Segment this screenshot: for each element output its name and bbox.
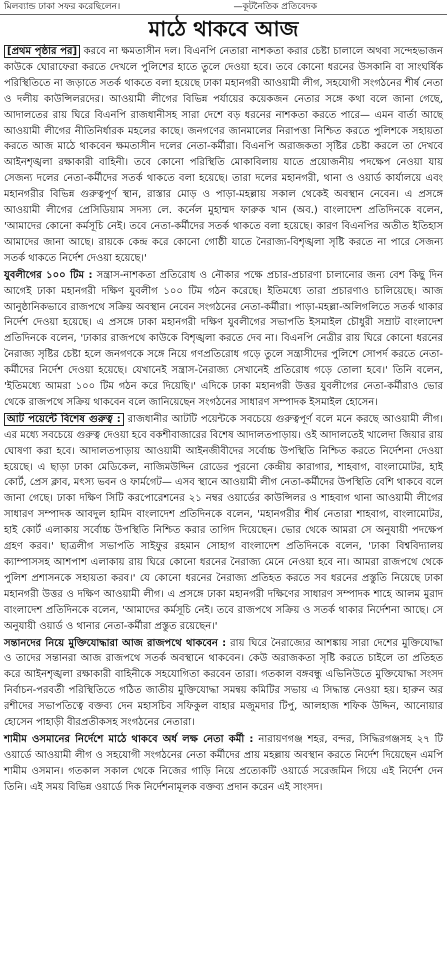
article-paragraph (4, 412, 443, 635)
continuation-marker: [প্রথম পৃষ্ঠার পর] (4, 45, 80, 58)
subheading: শামীম ওসমানের নির্দেশে মাঠে থাকবে অর্ধ লক্ষ নেতা কর্মী : (4, 733, 254, 745)
article-paragraph (4, 44, 443, 267)
paragraph-text: করবে না ক্ষমতাসীন দল। বিএনপি নেতারা নাশকতা করার চেষ্টা চালালে অথবা সন্দেহভাজন কাউকে ঘোরাফেরা করতে দেখলে পুলিশের হাতে তুলে দেওয়া হবে। তবে কোনো ধরনের উসকানি বা সাংঘর্ষিক পরিস্থিতিতে না জড়াতে সতর্ক থাকতে বলা হয়েছে ঢাকা মহানগরী আওয়ামী লীগ, সহযোগী সংগঠনের শীর্ষ নেতা ও দলীয় কাউন্সিলরদের। আওয়ামী লীগের বিভিন্ন পর্যায়ের কয়েকজন নেতার সঙ্গে কথা বলে জানা গেছে, আদালতের রায় ঘিরে বিএনপি রাজধানীসহ সারা দেশে বড় ধরনের নাশকতা করতে পারে— এমন বার্তা আছে আওয়ামী লীগের নীতিনির্ধারক মহলের কাছে। জনগণের জানমালের নিরাপত্তা নিশ্চিত করতে পুলিশকে সহায়তা করতে আজ মাঠে থাকবেন ক্ষমতাসীন দলের নেতা-কর্মীরা। বিএনপি অরাজকতা সৃষ্টির চেষ্টা করলে তা দেখবে আইনশৃঙ্খলা রক্ষাকারী বাহিনী। তবে কোনো পরিস্থিতি মোকাবিলায় যাতে প্রয়োজনীয় পদক্ষেপ নেওয়া যায় সেজন্য দলের নেতা-কর্মীদের সতর্ক থাকতে বলা হয়েছে। তারা দলের মহানগরী, থানা ও ওয়ার্ড কার্যালয়ে এবং মহানগরীর বিভিন্ন গুরুত্বপূর্ণ স্থান, রাস্তার মোড় ও পাড়া-মহল্লায় সকাল থেকেই অবস্থান নেবেন। এ প্রসঙ্গে আওয়ামী লীগের প্রেসিডিয়াম সদস্য লে. কর্নেল মুহাম্মদ ফারুক খান (অব.) বাংলাদেশ প্রতিদিনকে বলেন, 'আমাদের কোনো কর্মসূচি নেই। তবে নেতা-কর্মীদের সতর্ক থাকতে বলা হয়েছে। কারণ বিএনপির অতীত ইতিহাস আমাদের জানা আছে। রায়কে কেন্দ্র করে কোনো গোষ্ঠী যাতে নৈরাজ্য-বিশৃঙ্খলা সৃষ্টি করতে না পারে সেজন্য সতর্ক থাকতে নির্দেশ দেওয়া হয়েছে।' (4, 46, 443, 264)
paragraph-text: রাজধানীর আটটি পয়েন্টকে সবচেয়ে গুরুত্বপূর্ণ বলে মনে করছে আওয়ামী লীগ। এর মধ্যে সবচেয়ে গুরুত্ব দেওয়া হবে বকশীবাজারের বিশেষ আদালতপাড়ায়। ওই আদালতেই খালেদা জিয়ার রায় ঘোষণা করা হবে। আদালতপাড়ায় আওয়ামী আইনজীবীদের সর্বোচ্চ উপস্থিতি নিশ্চিত করতে নির্দেশনা দেওয়া হয়েছে। এ ছাড়া ঢাকা মেডিকেল, নাজিমউদ্দিন রোডের পুরনো কেন্দ্রীয় কারাগার, শাহবাগ, বাংলামোটর, হাই কোর্ট, প্রেস ক্লাব, মৎস্য ভবন ও ফার্মগেট— এসব স্থানে আওয়ামী লীগ নেতা-কর্মীদের উপস্থিতি বেশি থাকবে বলে জানা গেছে। ঢাকা দক্ষিণ সিটি করপোরেশনের ২১ নম্বর ওয়ার্ডের কাউন্সিলর ও শাহবাগ থানা আওয়ামী লীগের সাধারণ সম্পাদক আবদুল হামিদ বাংলাদেশ প্রতিদিনকে বলেন, 'মহানগরীর শীর্ষ নেতারা শাহবাগ, বাংলামোটর, হাই কোর্ট এলাকায় সর্বোচ্চ উপস্থিতি নিশ্চিত করার তাগিদ দিয়েছেন। ভোর থেকে আমরা সে অনুযায়ী পদক্ষেপ গ্রহণ করব।' ছাত্রলীগ সভাপতি সাইফুর রহমান সোহাগ বাংলাদেশ প্রতিদিনকে বলেন, 'ঢাকা বিশ্ববিদ্যালয় ক্যাম্পাসসহ আশপাশ এলাকায় রায় ঘিরে কোনো ধরনের নৈরাজ্য মেনে নেওয়া হবে না। আমরা রাজপথে থেকে পুলিশ প্রশাসনকে সহায়তা করব।' যে কোনো ধরনের নৈরাজ্য প্রতিহত করতে সব ধরনের প্রস্তুতি নিয়েছে ঢাকা মহানগরী উত্তর ও দক্ষিণ আওয়ামী লীগ। এ প্রসঙ্গে ঢাকা মহানগরী দক্ষিণের সাধারণ সম্পাদক শাহে আলম মুরাদ বাংলাদেশ প্রতিদিনকে বলেন, 'আমাদের কর্মসূচি নেই। তবে রাজপথে সক্রিয় ও সতর্ক থাকার নির্দেশনা আছে। সে অনুযায়ী ওয়ার্ড ও থানার নেতা-কর্মীরা প্রস্তুত রয়েছেন।' (4, 413, 443, 632)
article-paragraph (4, 268, 443, 411)
article-paragraph (4, 636, 443, 731)
paragraph-text: সন্ত্রাস-নাশকতা প্রতিরোধ ও নৌকার পক্ষে প্রচার-প্রচারণা চালানোর জন্য বেশ কিছু দিন আগেই ঢাকা মহানগরী দক্ষিণ যুবলীগ ১০০ টিম গঠন করেছে। ইতিমধ্যে তারা প্রচারণাও চালিয়েছে। আজ আনুষ্ঠানিকভাবে রাজপথে সক্রিয় অবস্থান নেবেন সংগঠনের নেতা-কর্মীরা। পাড়া-মহল্লা-অলিগলিতে সতর্ক থাকার নির্দেশ দেওয়া হয়েছে। এ প্রসঙ্গে ঢাকা মহানগরী দক্ষিণ যুবলীগের সভাপতি ইসমাইল চৌধুরী সম্রাট বাংলাদেশ প্রতিদিনকে বলেন, 'ঢাকার রাজপথে কাউকে বিশৃঙ্খলা করতে দেব না। বিএনপি নেত্রীর রায় ঘিরে কোনো ধরনের নৈরাজ্য সৃষ্টির চেষ্টা হলে জনগণকে সঙ্গে নিয়ে গণপ্রতিরোধ গড়ে তুলে সন্ত্রাসীদের পুলিশে সোপর্দ করতে নেতা-কর্মীদের নির্দেশ দেওয়া হয়েছে। যেখানেই সন্ত্রাস-নৈরাজ্য সেখানেই প্রতিরোধ গড়ে তোলা হবে।' তিনি বলেন, 'ইতিমধ্যে আমরা ১০০ টিম গঠন করে দিয়েছি।' এদিকে ঢাকা মহানগরী উত্তর যুবলীগের নেতা-কর্মীরাও ভোর থেকে রাজপথে সক্রিয় থাকবেন বলে জানিয়েছেন সংগঠনের সাধারণ সম্পাদক ইসমাইল হোসেন। (4, 269, 443, 408)
article-headline: মাঠে থাকবে আজ (148, 17, 299, 41)
paragraph-text: রায় ঘিরে নৈরাজ্যের আশঙ্কায় সারা দেশের মুক্তিযোদ্ধা ও তাদের সন্তানরা আজ রাজপথে সতর্ক অবস্থানে থাকবেন। কেউ অরাজকতা সৃষ্টি করতে চাইলে তা প্রতিহত করে আইনশৃঙ্খলা রক্ষাকারী বাহিনীকে সহযোগিতা করবেন তারা। গতকাল বঙ্গবন্ধু এভিনিউতে মুক্তিযোদ্ধা সংসদ নির্বাচন-পরবর্তী পরিস্থিতিতে গঠিত জাতীয় মুক্তিযোদ্ধা সমন্বয় কমিটির সভায় এ সিদ্ধান্ত নেওয়া হয়। হারুন অর রশীদের সভাপতিত্বে বক্তব্য দেন মহাসচিব সফিকুল বাহার মজুমদার টিপু, আলহাজ শফিক উদ্দিন, আনোয়ার হোসেন পাহাড়ী বীরপ্রতীকসহ সংগঠনের নেতারা। (4, 637, 443, 729)
subheading: যুবলীগের ১০০ টিম : (4, 269, 93, 281)
subheading: আট পয়েন্টে বিশেষ গুরুত্ব : (4, 413, 124, 426)
previous-article-text: মিলব্যান্ড ঢাকা সফর করেছিলেন। (4, 2, 121, 12)
article-body (0, 44, 447, 796)
subheading: সন্তানদের নিয়ে মুক্তিযোদ্ধারা আজ রাজপথে থাকবেন : (4, 637, 227, 649)
paragraph-text: নারায়ণগঞ্জ শহর, বন্দর, সিদ্ধিরগঞ্জসহ ২৭ টি ওয়ার্ডে আওয়ামী লীগ ও সহযোগী সংগঠনের নেতা কর্মীদের প্রায় মহল্লায় অবস্থান করতে নির্দেশ দিয়েছেন এমপি শামীম ওসমান। গতকাল সকাল থেকে নিজের গাড়ি নিয়ে প্রত্যেকটি ওয়ার্ডে সরেজমিন গিয়ে এই নির্দেশ দেন তিনি। এই সময় বিভিন্ন ওয়ার্ডে দিক নির্দেশনামূলক বক্তব্য প্রদান করেন এই সাংসদ। (4, 733, 443, 793)
previous-article-byline: —কূটনৈতিক প্রতিবেদক (233, 2, 317, 12)
article-paragraph (4, 732, 443, 796)
previous-article-footer (0, 0, 447, 15)
